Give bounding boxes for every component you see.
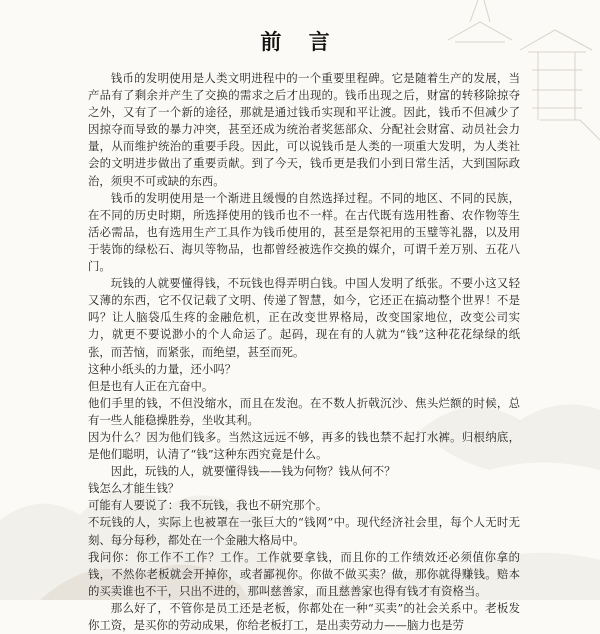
paragraph: 钱怎么才能生钱？ [88, 481, 180, 496]
paragraph: 钱币的发明使用是一个渐进且缓慢的自然选择过程。不同的地区、不同的民族，在不同的历史时期，所选择使用的钱币也不一样。在古代既有选用牲畜、农作物等生活必需品，也有选用生产工具作为钱币使用的，甚至是祭祀用的玉璧等礼器，以及用于装饰的绿松石、海贝等物品，也都曾经被选作交换的媒介，可谓千差万别、五花八门。 [88, 190, 520, 274]
paragraph: 钱币的发明使用是人类文明进程中的一个重要里程碑。它是随着生产的发展，当产品有了剩余并产生了交换的需求之后才出现的。钱币出现之后，财富的转移除掠夺之外，又有了一个新的途径，那就是通过钱币实现和平让渡。因此，钱币不但减少了因掠夺而导致的暴力冲突，甚至还成为统治者奖惩部众、分配社会财富、动员社会力量，从而维护统治的重要手段。因此，可以说钱币是人类的一项重大发明，为人类社会的文明进步做出了重要贡献。到了今天，钱币更是我们小到日常生活，大到国际政治，须臾不可或缺的东西。 [88, 71, 520, 188]
paragraph: 可能有人要说了：我不玩钱，我也不研究那个。 [88, 498, 328, 513]
page-title: 前 言 [260, 30, 340, 54]
paragraph: 他们手里的钱，不但没缩水，而且在发泡。在不数人折戟沉沙、焦头烂额的时候，总有一些人能稳操胜券，坐收其利。 [88, 395, 520, 427]
paragraph: 这种小纸头的力量，还小吗？ [88, 361, 237, 376]
paragraph: 不玩钱的人，实际上也被罩在一张巨大的“钱网”中。现代经济社会里，每个人无时无刻、每分每秒，都处在一个金融大格局中。 [88, 515, 520, 547]
paragraph: 因此，玩钱的人，就要懂得钱——钱为何物？钱从何不？ [110, 464, 396, 479]
paragraph: 因为什么？因为他们钱多。当然这远远不够，再多的钱也禁不起打水裤。归根纳底，是他们聪明，认清了“钱”这种东西究竟是什么。 [88, 429, 520, 462]
paragraph: 但是也有人正在亢奋中。 [88, 378, 214, 393]
paragraph: 玩钱的人就要懂得钱，不玩钱也得弄明白钱。中国人发明了纸张。不要小这又轻又薄的东西，它不仅记载了文明、传递了智慧，如今，它还正在搞动整个世界！不是吗？让人脑袋瓜生疼的金融危机，正在改变世界格局，改变国家地位，改变公司实力，就更不要说渺小的个人命运了。起码，现在有的人就为“钱”这种花花绿绿的纸张，而苦恼，而紧张，而绝望，甚至而死。 [88, 276, 520, 359]
paragraph: 我问你：你工作不工作？工作。工作就要拿钱，而且你的工作绩效还必须值你拿的钱，不然你老板就会开掉你，或者鄙视你。你做不做买卖？做，那你就得赚钱。赔本的买卖谁也不干，只出不进的，那叫慈善家，而且慈善家也得有钱才有资格当。 [88, 549, 520, 598]
preface-body [88, 70, 520, 634]
paragraph: 那么好了，不管你是员工还是老板，你都处在一种“买卖”的社会关系中。老板发你工资，是买你的劳动成果，你给老板打工，是出卖劳动力——脑力也是劳 [88, 600, 520, 632]
